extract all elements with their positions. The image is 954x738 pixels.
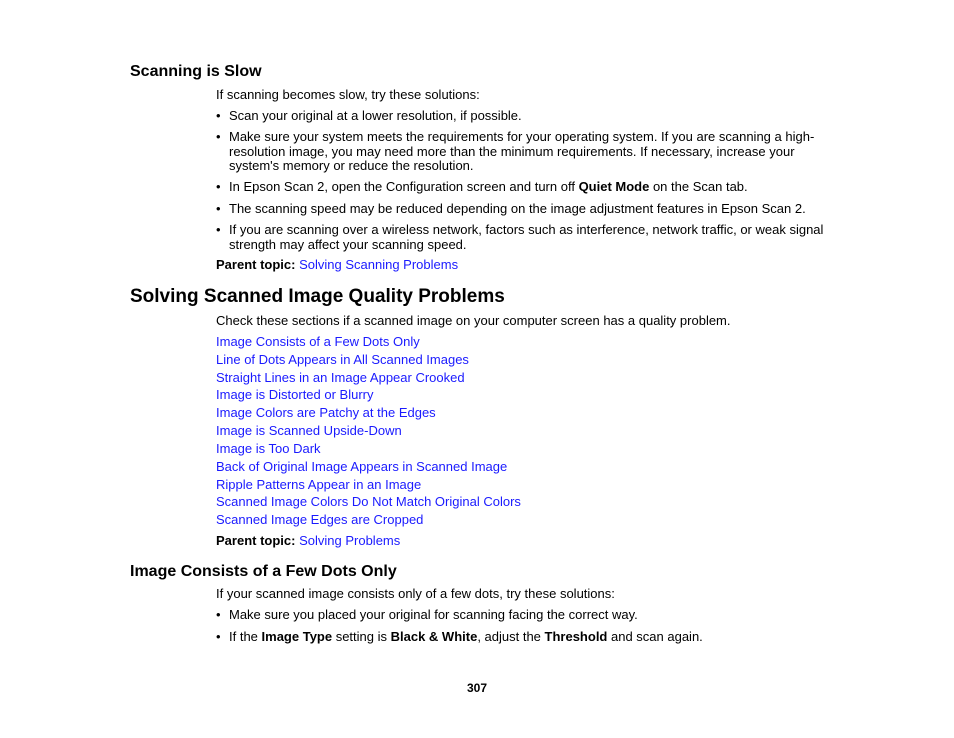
- bullet-marker: •: [216, 201, 221, 216]
- bullet-marker: •: [216, 629, 221, 644]
- bullet-text: If you are scanning over a wireless network, factors such as interference, network traffic, or weak signal strength may affect your scanning speed.: [229, 222, 824, 252]
- topic-link[interactable]: Image is Scanned Upside-Down: [216, 423, 402, 438]
- parent-topic-link[interactable]: Solving Scanning Problems: [299, 257, 459, 272]
- bullet-text: [229, 630, 826, 645]
- parent-topic: [216, 258, 458, 273]
- bullet-text-part: on the Scan tab.: [649, 179, 748, 194]
- bullet-text-part: setting is: [332, 629, 391, 644]
- ui-term-image-type: Image Type: [261, 629, 333, 644]
- topic-link[interactable]: Image is Too Dark: [216, 441, 321, 456]
- bullet-text-part: and scan again.: [607, 629, 703, 644]
- ui-term-quiet-mode: Quiet Mode: [578, 179, 650, 194]
- section-heading-image-quality: Solving Scanned Image Quality Problems: [130, 286, 505, 307]
- section-intro: If your scanned image consists only of a few dots, try these solutions:: [216, 586, 615, 601]
- bullet-text: Scan your original at a lower resolution, if possible.: [229, 108, 522, 123]
- section-heading-few-dots: Image Consists of a Few Dots Only: [130, 563, 397, 580]
- bullet-marker: •: [216, 108, 221, 123]
- topic-link[interactable]: Line of Dots Appears in All Scanned Images: [216, 352, 469, 367]
- bullet-text: The scanning speed may be reduced depending on the image adjustment features in Epson Scan 2.: [229, 201, 806, 216]
- bullet-marker: •: [216, 607, 221, 622]
- bullet-marker: •: [216, 179, 221, 194]
- ui-term-threshold: Threshold: [544, 629, 608, 644]
- bullet-marker: •: [216, 129, 221, 144]
- section-heading-scanning-slow: Scanning is Slow: [130, 63, 262, 80]
- parent-topic-label: Parent topic:: [216, 533, 296, 548]
- topic-link[interactable]: Straight Lines in an Image Appear Crooked: [216, 370, 465, 385]
- bullet-text-part: In Epson Scan 2, open the Configuration screen and turn off: [229, 179, 579, 194]
- page-number: 307: [466, 681, 488, 695]
- topic-link[interactable]: Scanned Image Edges are Cropped: [216, 512, 424, 527]
- section-intro: If scanning becomes slow, try these solutions:: [216, 87, 480, 102]
- bullet-text-part: , adjust the: [477, 629, 545, 644]
- parent-topic: [216, 534, 400, 549]
- parent-topic-label: Parent topic:: [216, 257, 296, 272]
- ui-term-black-white: Black & White: [390, 629, 478, 644]
- topic-link[interactable]: Back of Original Image Appears in Scanned Image: [216, 459, 508, 474]
- topic-link[interactable]: Ripple Patterns Appear in an Image: [216, 477, 422, 492]
- topic-link[interactable]: Image Colors are Patchy at the Edges: [216, 405, 436, 420]
- topic-link[interactable]: Image is Distorted or Blurry: [216, 387, 374, 402]
- bullet-text-part: If the: [229, 629, 262, 644]
- bullet-text: [229, 180, 826, 195]
- topic-link[interactable]: Scanned Image Colors Do Not Match Original Colors: [216, 494, 521, 509]
- bullet-text: Make sure you placed your original for scanning facing the correct way.: [229, 607, 638, 622]
- bullet-text: Make sure your system meets the requirements for your operating system. If you are scanning a high-resolution image, you may need more than the minimum requirements. If necessary, increase your system's memory or reduce the resolution.: [229, 129, 815, 173]
- topic-link[interactable]: Image Consists of a Few Dots Only: [216, 334, 420, 349]
- parent-topic-link[interactable]: Solving Problems: [299, 533, 401, 548]
- section-intro: Check these sections if a scanned image on your computer screen has a quality problem.: [216, 313, 731, 328]
- bullet-marker: •: [216, 222, 221, 237]
